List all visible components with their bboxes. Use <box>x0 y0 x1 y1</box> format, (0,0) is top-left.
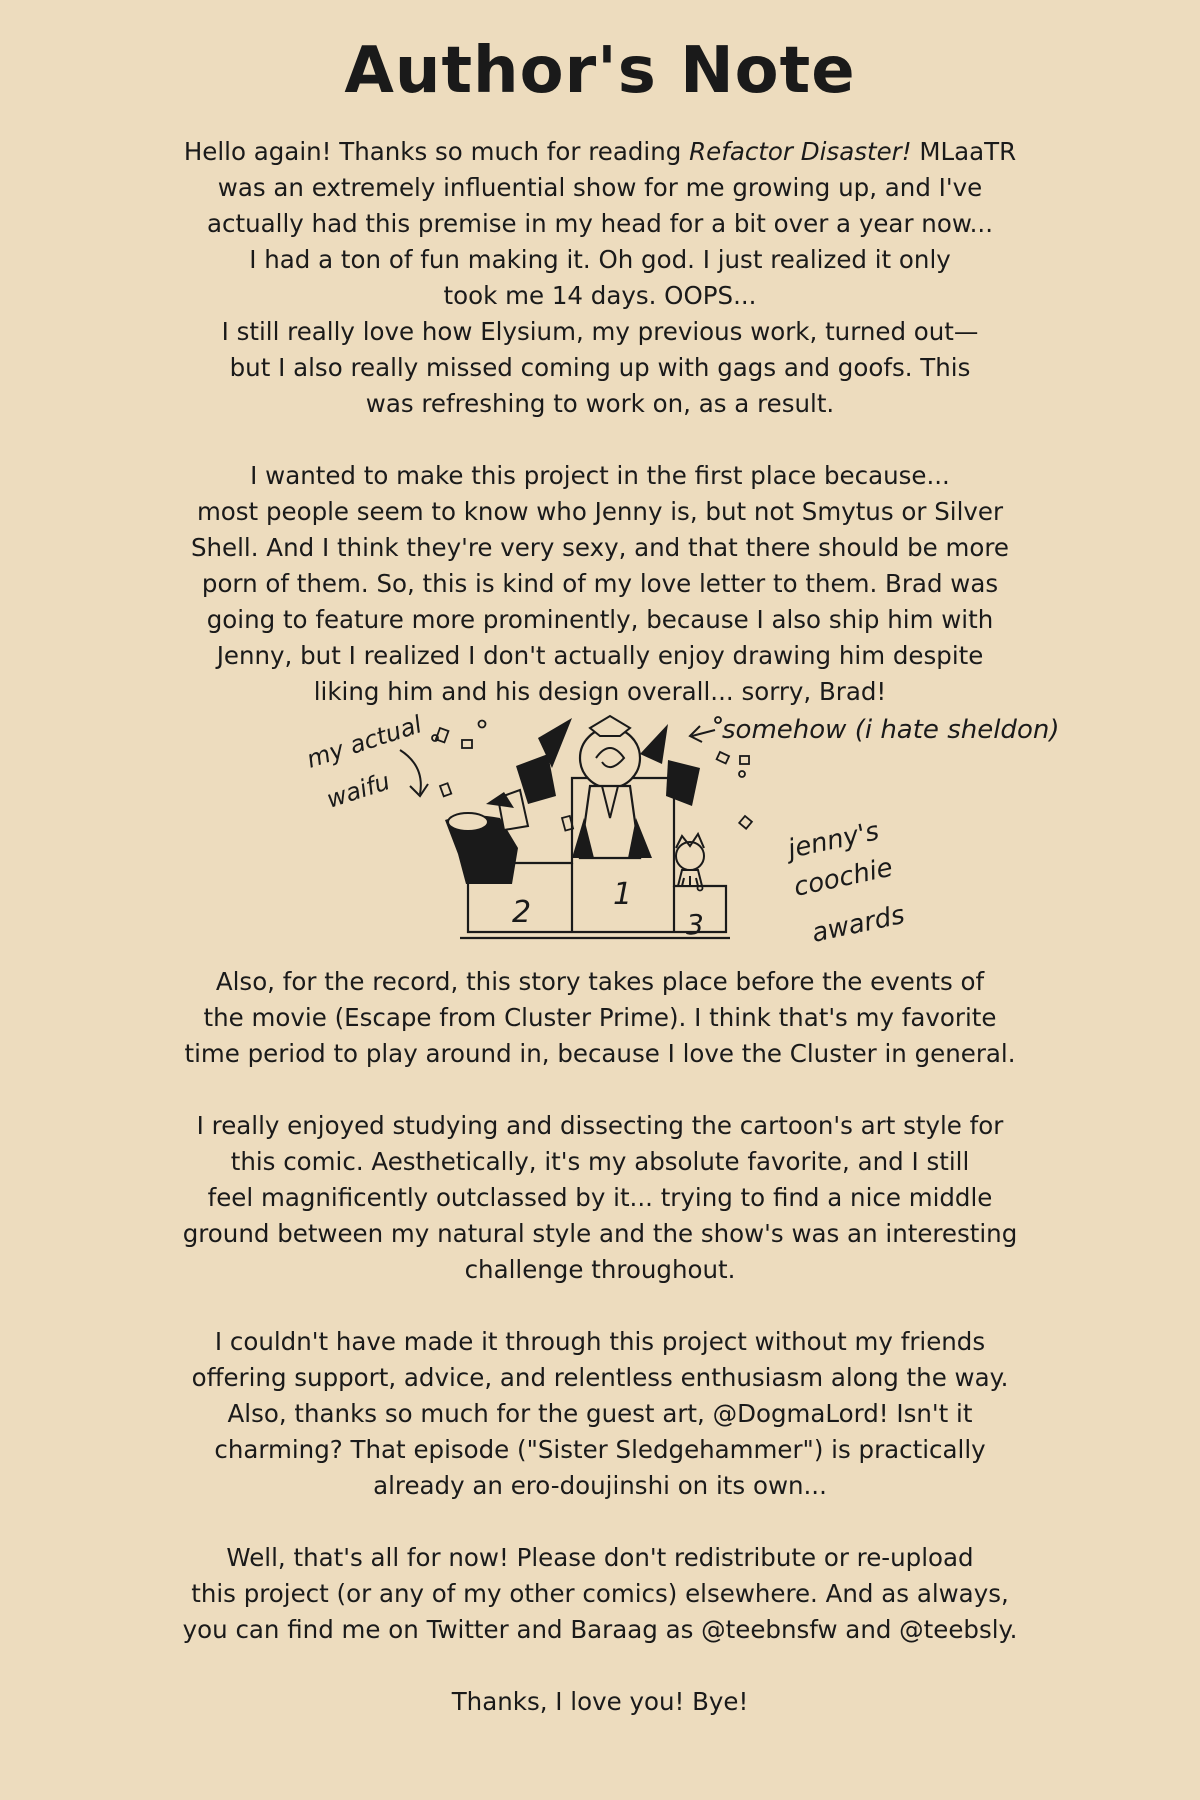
podium-place-1: 1 <box>613 877 633 912</box>
text-line: Shell. And I think they're very sexy, and that there should be more <box>190 533 1010 562</box>
text-line: ground between my natural style and the show's was an interesting <box>182 1219 1018 1248</box>
figure-third-place <box>676 834 704 886</box>
label-my-actual: my actual <box>303 710 426 774</box>
text-line: charming? That episode ("Sister Sledgehammer") is practically <box>214 1435 986 1464</box>
text-line: I couldn't have made it through this project without my friends <box>214 1327 986 1356</box>
text-line: Also, for the record, this story takes place before the events of <box>215 967 985 996</box>
text-line: liking him and his design overall... sorry, Brad! <box>313 677 887 706</box>
text-line: this comic. Aesthetically, it's my absolute favorite, and I still <box>230 1147 970 1176</box>
text-line: this project (or any of my other comics) elsewhere. And as always, <box>191 1579 1009 1608</box>
podium-place-3: 3 <box>686 908 704 941</box>
text-line: Jenny, but I realized I don't actually enjoy drawing him despite <box>216 641 984 670</box>
text-line: actually had this premise in my head for a bit over a year now... <box>207 209 993 238</box>
page-title: Author's Note <box>344 34 856 108</box>
text-line: porn of them. So, this is kind of my love letter to them. Brad was <box>201 569 999 598</box>
paragraph-thanks-friends <box>80 1324 1120 1504</box>
text-line: you can find me on Twitter and Baraag as @teebnsfw and @teebsly. <box>182 1615 1018 1644</box>
text-line: but I also really missed coming up with gags and goofs. This <box>229 353 971 382</box>
paragraph-art-style <box>80 1108 1120 1288</box>
text-line: I wanted to make this project in the first place because... <box>250 461 950 490</box>
text-line: most people seem to know who Jenny is, but not Smytus or Silver <box>196 497 1004 526</box>
label-jennys: jenny's <box>785 816 882 865</box>
paragraph-intro <box>80 134 1120 422</box>
paragraph-timeline <box>80 964 1120 1072</box>
text-line: Thanks, I love you! Bye! <box>451 1687 749 1716</box>
paragraph-redistribution <box>80 1540 1120 1648</box>
text-line: was refreshing to work on, as a result. <box>365 389 835 418</box>
text-line: I had a ton of fun making it. Oh god. I just realized it only <box>249 245 951 274</box>
text-line: feel magnificently outclassed by it... trying to find a nice middle <box>207 1183 993 1212</box>
podium-doodle-illustration <box>290 708 1060 970</box>
text-line: Also, thanks so much for the guest art, @DogmaLord! Isn't it <box>227 1399 973 1428</box>
text-line: challenge throughout. <box>464 1255 736 1284</box>
label-awards: awards <box>809 899 908 949</box>
arrowhead-left <box>410 784 428 796</box>
text-line: going to feature more prominently, because I also ship him with <box>206 605 994 634</box>
podium-doodle-svg <box>290 708 1060 970</box>
text-line: already an ero-doujinshi on its own... <box>373 1471 827 1500</box>
paragraph-motivation <box>80 458 1120 710</box>
text-run: Hello again! Thanks so much for reading <box>183 137 690 166</box>
figure-second-place <box>445 790 528 884</box>
text-line: was an extremely influential show for me growing up, and I've <box>217 173 983 202</box>
text-line <box>80 134 1120 170</box>
text-line: time period to play around in, because I love the Cluster in general. <box>184 1039 1016 1068</box>
text-line: I really enjoyed studying and dissecting the cartoon's art style for <box>196 1111 1004 1140</box>
comic-title-italic: Refactor Disaster! <box>689 137 912 166</box>
text-line: I still really love how Elysium, my previous work, turned out— <box>221 317 979 346</box>
text-line: Well, that's all for now! Please don't redistribute or re-upload <box>226 1543 974 1572</box>
podium-place-2: 2 <box>512 895 532 930</box>
label-waifu: waifu <box>323 767 394 814</box>
label-coochie: coochie <box>791 852 896 903</box>
text-line: offering support, advice, and relentless enthusiasm along the way. <box>191 1363 1009 1392</box>
label-somehow: somehow (i hate sheldon) <box>722 715 1060 745</box>
paragraph-signoff <box>80 1684 1120 1720</box>
text-line: the movie (Escape from Cluster Prime). I think that's my favorite <box>203 1003 997 1032</box>
text-run: MLaaTR <box>911 137 1017 166</box>
figure-first-place <box>516 716 700 858</box>
text-line: took me 14 days. OOPS... <box>443 281 757 310</box>
